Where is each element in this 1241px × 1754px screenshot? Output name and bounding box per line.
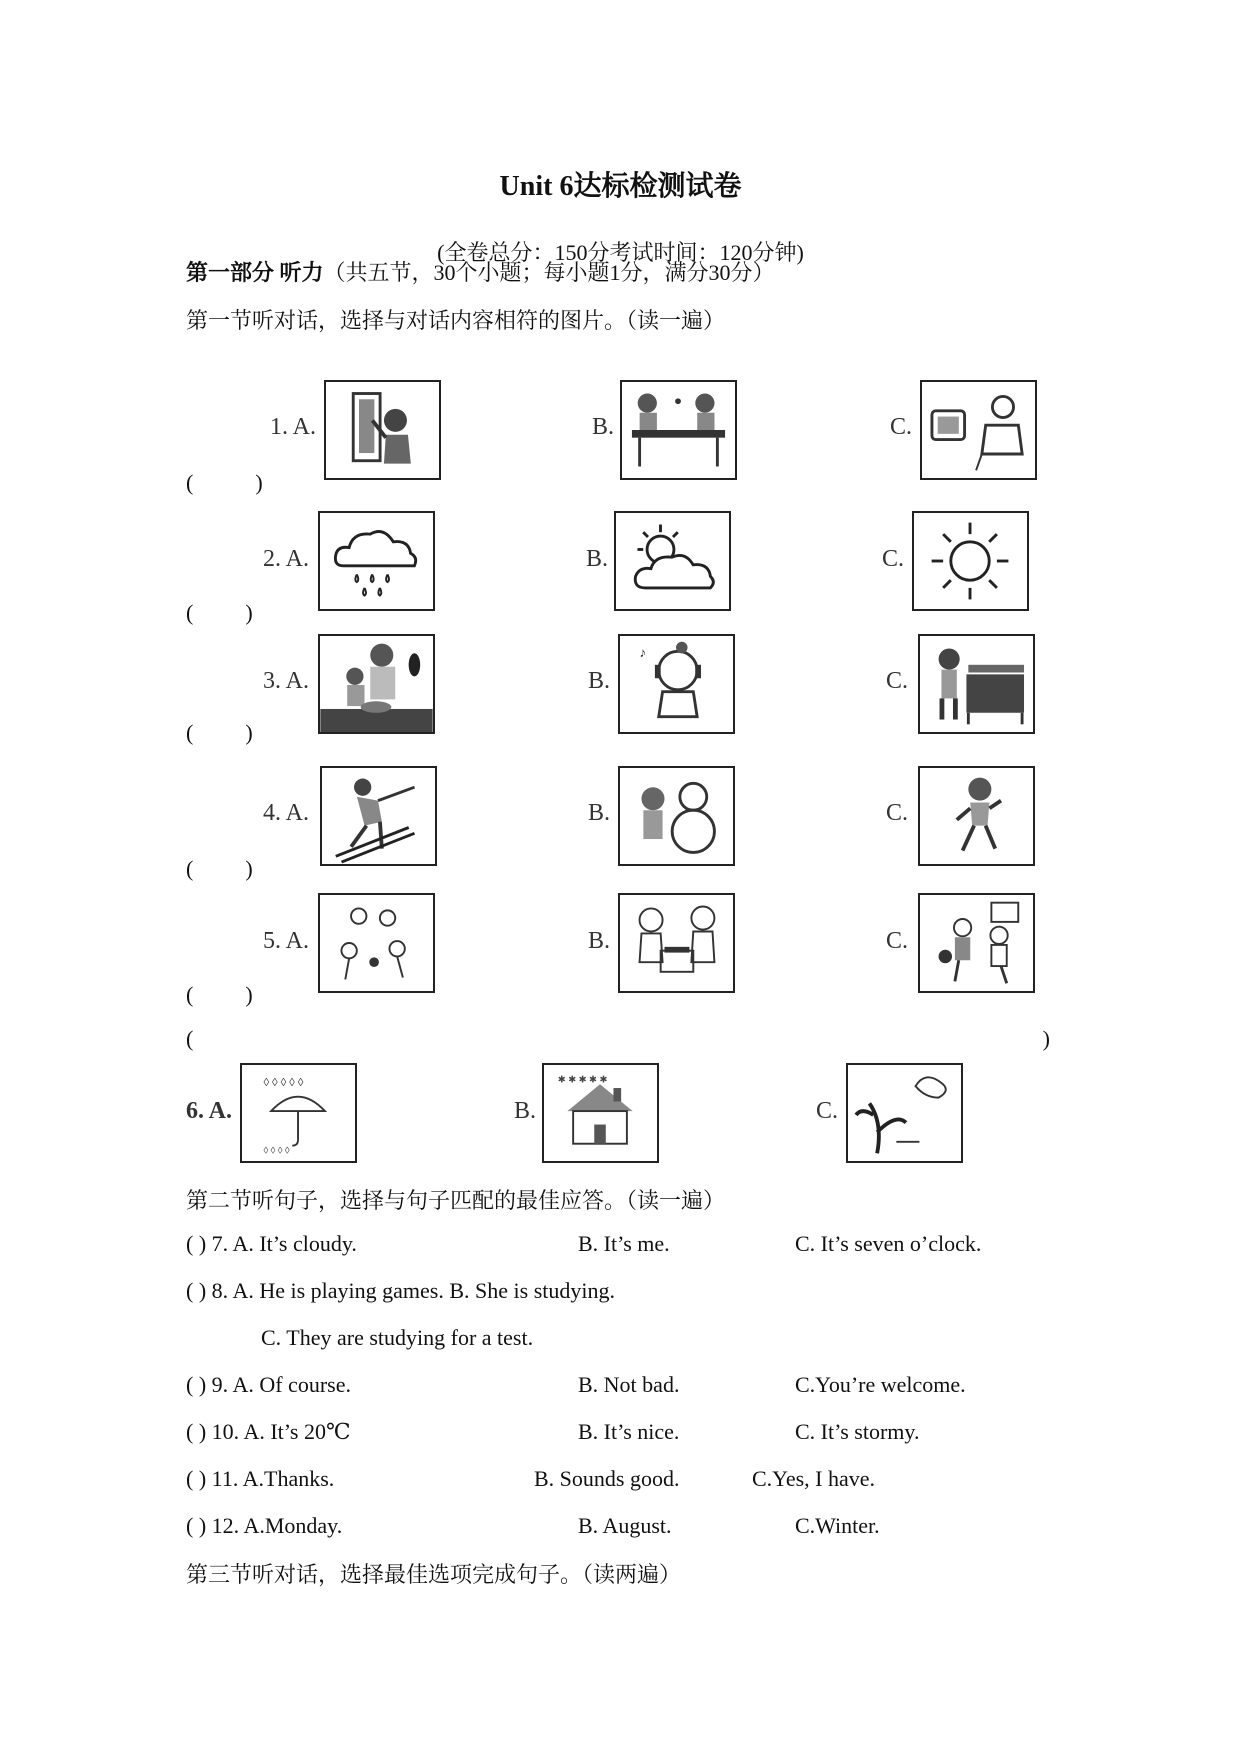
windy-tree-icon (848, 1065, 961, 1161)
man-watching-tv-icon (922, 382, 1035, 478)
q6-answer-paren[interactable]: ( ) (186, 1026, 1050, 1051)
q7-option-b: B. It’s me. (578, 1231, 670, 1256)
part1-heading-line (186, 256, 775, 287)
q8-number: 8. (211, 1278, 229, 1303)
q9-option-b: B. Not bad. (578, 1372, 680, 1397)
q11-option-b: B. Sounds good. (534, 1466, 680, 1491)
q2-option-a-label: 2. A. (263, 546, 310, 572)
q9-number: 9. (211, 1372, 229, 1397)
q1-option-b-label: B. (592, 414, 615, 440)
boy-cleaning-window-icon (326, 382, 439, 478)
girl-by-bed-icon (920, 636, 1033, 732)
q6-image-b[interactable] (542, 1063, 659, 1163)
q5-option-a-label: 5. A. (263, 928, 310, 954)
q11-option-a: A.Thanks. (242, 1466, 335, 1491)
page-title: Unit 6达标检测试卷 (499, 171, 742, 202)
kids-playing-chess-icon (620, 895, 733, 991)
part1-heading: 第一部分 听力 (186, 260, 324, 285)
page-subtitle: (全卷总分：150分考试时间：120分钟) (437, 240, 804, 265)
q2-image-a[interactable] (318, 511, 435, 611)
q6-image-a[interactable] (240, 1063, 357, 1163)
sun-icon (914, 513, 1027, 609)
person-skiing-icon (322, 768, 435, 864)
q11-number: 11. (211, 1466, 239, 1491)
umbrella-in-rain-icon (242, 1065, 355, 1161)
q11-option-c: C.Yes, I have. (752, 1466, 876, 1491)
q6-option-c-label: C. (816, 1098, 839, 1124)
q1-option-c-label: C. (890, 414, 913, 440)
q10-option-c: C. It’s stormy. (795, 1419, 920, 1444)
q1-answer-paren[interactable]: ( ) (186, 470, 263, 495)
q8-row (186, 1278, 615, 1304)
q2-answer-paren[interactable]: ( ) (186, 600, 253, 625)
q2-option-c-label: C. (882, 546, 905, 572)
q4-option-b-label: B. (588, 800, 611, 826)
q3-option-c-label: C. (886, 668, 909, 694)
kids-playing-ping-pong-icon (622, 382, 735, 478)
q12-row (186, 1513, 342, 1539)
q4-answer-paren[interactable]: ( ) (186, 856, 253, 881)
q7-number: 7. (211, 1231, 229, 1256)
kids-building-snowman-icon (620, 768, 733, 864)
q2-image-b[interactable] (614, 511, 731, 611)
q8-option-c: C. They are studying for a test. (261, 1325, 534, 1350)
kids-playing-soccer-icon (320, 895, 433, 991)
q3-image-b[interactable] (618, 634, 735, 734)
svg-text:✱ ✱ ✱ ✱ ✱: ✱ ✱ ✱ ✱ ✱ (557, 1074, 608, 1086)
q10-number: 10. (211, 1419, 240, 1444)
q7-row (186, 1231, 357, 1257)
q7-answer-paren[interactable]: ( ) (186, 1231, 207, 1256)
q5-answer-paren[interactable]: ( ) (186, 982, 253, 1007)
snowy-house-icon (544, 1065, 657, 1161)
q8-answer-paren[interactable]: ( ) (186, 1278, 207, 1303)
q1-image-c[interactable] (920, 380, 1037, 480)
q6-option-b-label: B. (514, 1098, 537, 1124)
q12-answer-paren[interactable]: ( ) (186, 1513, 207, 1538)
section3-instruction: 第三节听对话，选择最佳选项完成句子。（读两遍） (186, 1562, 682, 1587)
girl-listening-music-icon (620, 636, 733, 732)
q6-image-c[interactable] (846, 1063, 963, 1163)
q4-image-c[interactable] (918, 766, 1035, 866)
q9-option-a: A. Of course. (232, 1372, 351, 1397)
q2-option-b-label: B. (586, 546, 609, 572)
q9-answer-paren[interactable]: ( ) (186, 1372, 207, 1397)
q4-image-a[interactable] (320, 766, 437, 866)
svg-text:◊ ◊ ◊ ◊ ◊: ◊ ◊ ◊ ◊ ◊ (263, 1077, 304, 1090)
q5-option-b-label: B. (588, 928, 611, 954)
q8-option-a-b: A. He is playing games. B. She is studying. (232, 1278, 615, 1303)
q3-image-a[interactable] (318, 634, 435, 734)
q3-option-a-label: 3. A. (263, 668, 310, 694)
q1-option-a-label: 1. A. (270, 414, 317, 440)
q12-option-a: A.Monday. (243, 1513, 343, 1538)
q12-option-b: B. August. (578, 1513, 672, 1538)
q11-row (186, 1466, 334, 1492)
section2-instruction: 第二节听句子，选择与句子匹配的最佳应答。（读一遍） (186, 1188, 726, 1213)
q2-image-c[interactable] (912, 511, 1029, 611)
q5-image-c[interactable] (918, 893, 1035, 993)
q10-option-b: B. It’s nice. (578, 1419, 680, 1444)
svg-text:◊ ◊ ◊ ◊: ◊ ◊ ◊ ◊ (263, 1145, 290, 1157)
q7-option-a: A. It’s cloudy. (232, 1231, 357, 1256)
rain-cloud-icon (320, 513, 433, 609)
q3-option-b-label: B. (588, 668, 611, 694)
q4-image-b[interactable] (618, 766, 735, 866)
q9-row (186, 1372, 351, 1398)
cooking-with-mom-icon (320, 636, 433, 732)
q12-number: 12. (211, 1513, 240, 1538)
q3-image-c[interactable] (918, 634, 1035, 734)
q1-image-b[interactable] (620, 380, 737, 480)
boy-running-icon (920, 768, 1033, 864)
q5-image-b[interactable] (618, 893, 735, 993)
q3-answer-paren[interactable]: ( ) (186, 720, 253, 745)
q9-option-c: C.You’re welcome. (795, 1372, 966, 1397)
q10-answer-paren[interactable]: ( ) (186, 1419, 207, 1444)
svg-text:♪: ♪ (639, 645, 647, 661)
section1-instruction: 第一节听对话，选择与对话内容相符的图片。（读一遍） (186, 308, 726, 333)
q4-option-a-label: 4. A. (263, 800, 310, 826)
q5-option-c-label: C. (886, 928, 909, 954)
part1-desc: （共五节，30个小题；每小题1分，满分30分） (323, 260, 775, 285)
partly-cloudy-icon (616, 513, 729, 609)
q10-row (186, 1419, 351, 1445)
kids-playing-basketball-icon (920, 895, 1033, 991)
q6-option-a-label: 6. A. (186, 1098, 233, 1124)
q7-option-c: C. It’s seven o’clock. (795, 1231, 982, 1256)
q5-image-a[interactable] (318, 893, 435, 993)
q10-option-a: A. It’s 20℃ (243, 1419, 351, 1444)
q12-option-c: C.Winter. (795, 1513, 880, 1538)
q11-answer-paren[interactable]: ( ) (186, 1466, 207, 1491)
q1-image-a[interactable] (324, 380, 441, 480)
q4-option-c-label: C. (886, 800, 909, 826)
